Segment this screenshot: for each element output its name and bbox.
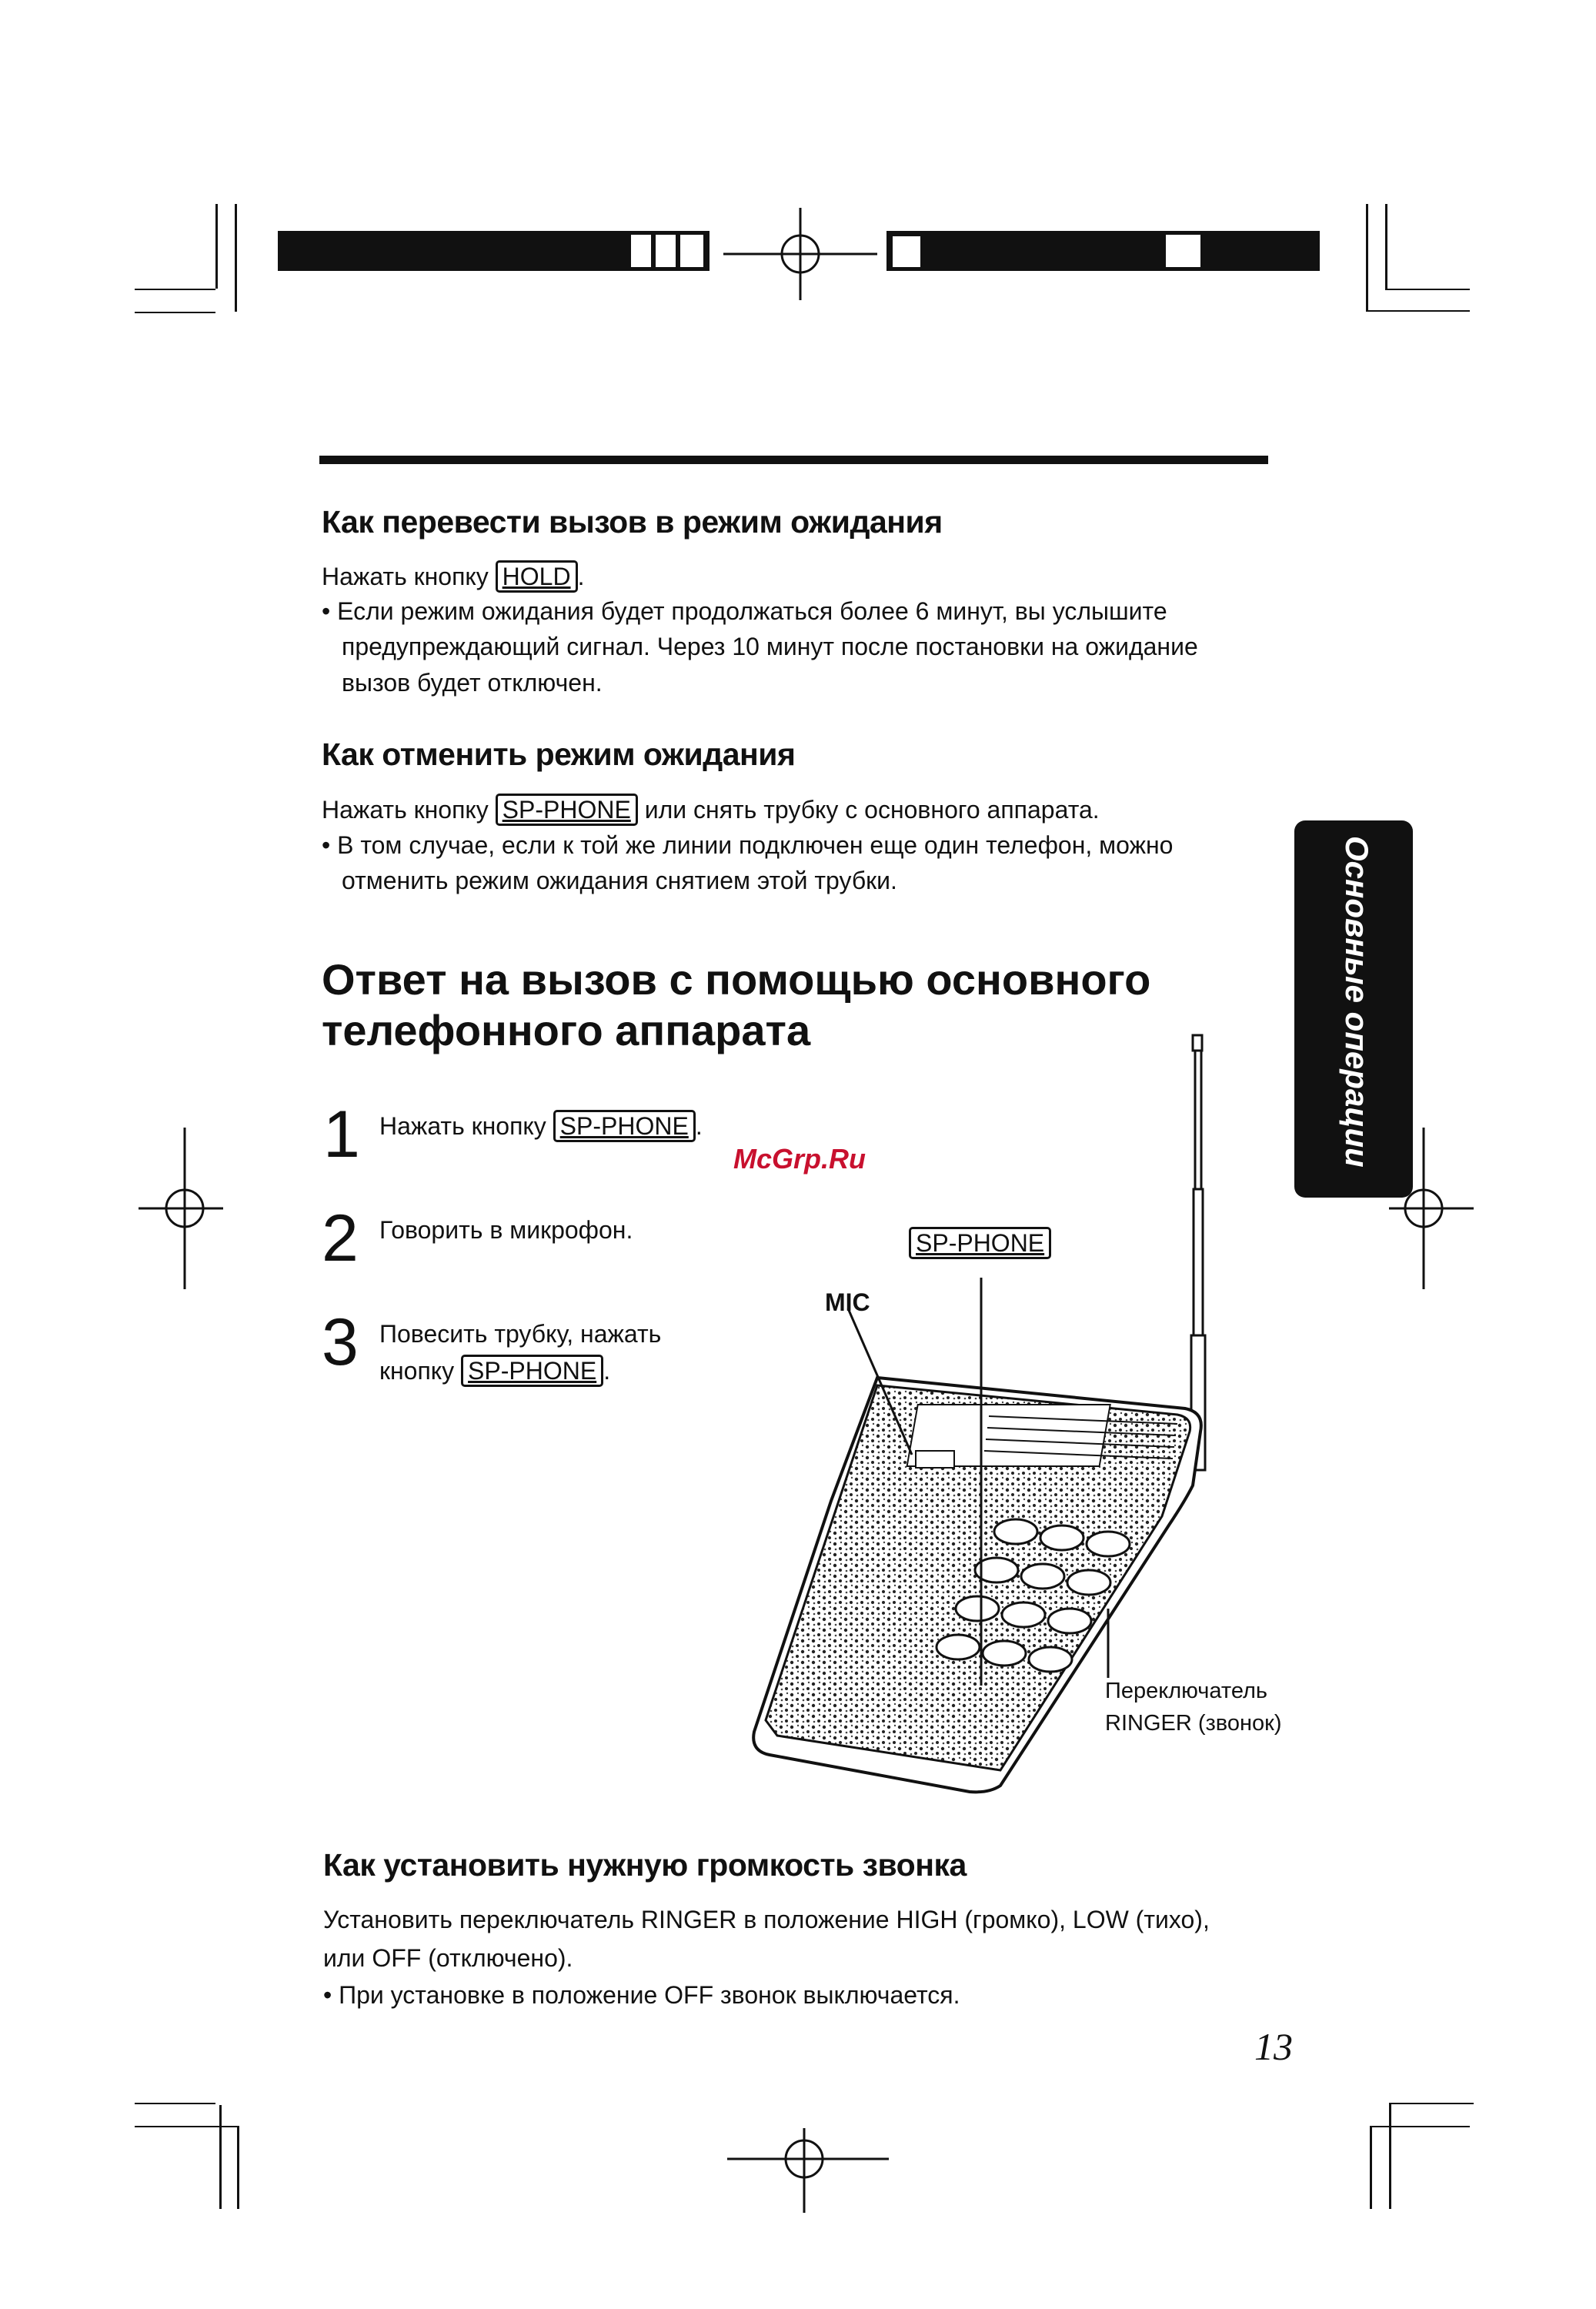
sp-phone-key: SP-PHONE	[461, 1355, 603, 1387]
section-title-cancel-hold: Как отменить режим ожидания	[322, 737, 796, 772]
sp-phone-label	[909, 1225, 1051, 1261]
cancel-bullet-1: • В том случае, если к той же линии подключен еще один телефон, можно	[322, 831, 1174, 859]
antenna-icon	[1191, 1035, 1205, 1470]
step-1-text: Нажать кнопку SP-PHONE .	[379, 1108, 703, 1144]
hold-bullet-1: • Если режим ожидания будет продолжаться более 6 минут, вы услышите	[322, 597, 1167, 625]
cancel-instruction: Нажать кнопку SP-PHONE или снять трубку с основного аппарата.	[322, 792, 1100, 827]
section-rule	[319, 456, 1268, 464]
sp-phone-key: SP-PHONE	[553, 1110, 696, 1142]
section-title-ringer-volume: Как установить нужную громкость звонка	[323, 1847, 967, 1883]
step-2-number: 2	[322, 1201, 359, 1275]
registration-mark-bottom	[723, 2124, 893, 2217]
ringer-bullet: • При установке в положение OFF звонок выключается.	[323, 1981, 960, 2009]
step-1-number: 1	[323, 1098, 360, 1171]
page-number: 13	[1254, 2025, 1293, 2068]
section-title-hold: Как перевести вызов в режим ожидания	[322, 504, 943, 540]
main-heading-line-2: телефонного аппарата	[322, 1006, 811, 1054]
side-tab	[1294, 820, 1413, 1198]
ringer-line-1: Установить переключатель RINGER в положение HIGH (громко), LOW (тихо),	[323, 1906, 1210, 1933]
ringer-line-2: или OFF (отключено).	[323, 1944, 573, 1972]
main-heading-line-1: Ответ на вызов с помощью основного	[322, 955, 1151, 1004]
hold-instruction: Нажать кнопку HOLD .	[322, 559, 584, 594]
step-3-text-1: Повесить трубку, нажать	[379, 1320, 662, 1348]
cancel-bullet-2: отменить режим ожидания снятием этой трубки.	[342, 867, 897, 894]
sp-phone-key: SP-PHONE	[496, 794, 638, 826]
registration-mark-top	[716, 204, 885, 304]
step-2-text: Говорить в микрофон.	[379, 1216, 633, 1244]
hold-key: HOLD	[496, 560, 578, 593]
step-3-text-2: кнопку SP-PHONE .	[379, 1353, 610, 1388]
hold-bullet-3: вызов будет отключен.	[342, 669, 603, 697]
registration-mark-left	[135, 1124, 227, 1293]
watermark: McGrp.Ru	[733, 1143, 866, 1175]
ringer-label-1: Переключатель	[1105, 1679, 1268, 1703]
ringer-label-2: RINGER (звонок)	[1105, 1711, 1282, 1736]
step-3-number: 3	[322, 1305, 359, 1379]
sp-phone-key: SP-PHONE	[909, 1227, 1051, 1259]
mic-label: MIC	[825, 1288, 870, 1316]
side-tab-label: Основные операции	[1339, 836, 1375, 1168]
hold-bullet-2: предупреждающий сигнал. Через 10 минут после постановки на ожидание	[342, 633, 1198, 660]
